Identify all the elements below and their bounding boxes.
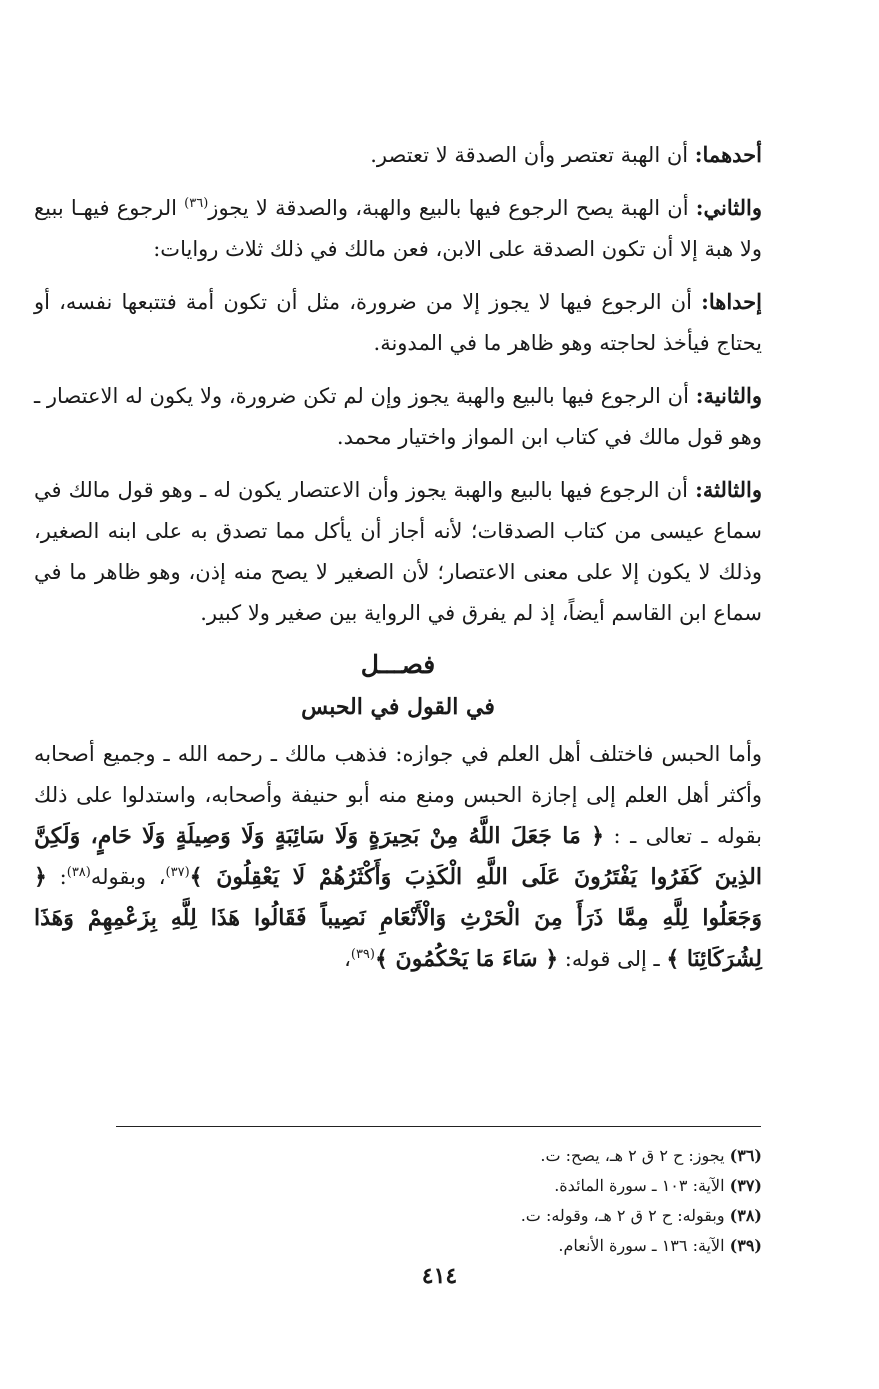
footnote-divider: [116, 1126, 761, 1127]
paragraph-second-opinion: [34, 187, 762, 270]
section-subtitle: في القول في الحبس: [301, 694, 495, 720]
section-title: فصـــل: [360, 650, 436, 679]
footnote-39: [112, 1231, 762, 1261]
footnote-text: يجوز: ح ٢ ق ٢ هـ، يصح: ت.: [540, 1146, 730, 1165]
footnote-ref-36[interactable]: (٣٦): [184, 196, 209, 211]
footnote-number: (٣٦): [729, 1146, 762, 1165]
paragraph-keyword: إحداها:: [701, 289, 762, 314]
paragraph-text: ـ إلى قوله:: [558, 947, 667, 971]
paragraph-first-opinion: [34, 134, 762, 176]
paragraph-text: أن الهبة يصح الرجوع فيها بالبيع والهبة، والصدقة لا يجوز: [208, 196, 696, 220]
footnote-text: الآية: ١٠٣ ـ سورة المائدة.: [554, 1176, 730, 1195]
paragraph-text: :: [46, 865, 67, 889]
footnotes: [112, 1141, 762, 1261]
footnote-ref-37[interactable]: (٣٧): [165, 865, 190, 880]
paragraph-text: أن الرجوع فيها بالبيع والهبة يجوز وأن الاعتصار يكون له ـ وهو قول مالك في سماع عيسى من كتاب الصدقات؛ لأنه أجاز أن يأكل مما تصدق به على ابنه الصغير، وذلك لا يكون إلا على معنى الاعتصار؛ لأن الصغير لا يصح منه إذن، وهو ظاهر ما في سماع ابن القاسم أيضاً، إذ لم يفرق في الرواية بين صغير ولا كبير.: [34, 478, 762, 625]
footnote-number: (٣٨): [729, 1206, 762, 1225]
page-number: ٤١٤: [421, 1263, 458, 1289]
paragraph-narration-one: [34, 281, 762, 364]
quran-verse: ﴿ سَاءَ مَا يَحْكُمُونَ ﴾: [375, 946, 559, 972]
quran-verse: ﴿ مَا جَعَلَ اللَّهُ مِنْ بَحِيرَةٍ وَلَا سَائِبَةٍ وَلَا وَصِيلَةٍ وَلَا حَامٍ، وَلَكِنَّ الذِينَ كَفَرُوا يَفْتَرُونَ عَلَى اللَّهِ الْكَذِبَ وَأَكْثَرُهُمْ لَا يَعْقِلُونَ ﴾: [34, 823, 762, 890]
paragraph-keyword: والثانية:: [695, 383, 762, 408]
page-body: [34, 134, 762, 991]
footnote-38: [112, 1201, 762, 1231]
footnote-text: وبقوله: ح ٢ ق ٢ هـ، وقوله: ت.: [520, 1206, 730, 1225]
footnote-ref-39[interactable]: (٣٩): [350, 947, 375, 962]
footnote-number: (٣٧): [729, 1176, 762, 1195]
paragraph-habs: [34, 734, 762, 980]
footnote-number: (٣٩): [729, 1236, 762, 1255]
footnote-37: [112, 1171, 762, 1201]
paragraph-text: ، وبقوله: [90, 865, 166, 889]
paragraph-text-continued: الرجوع فيهـا ببيع ولا هبة إلا أن تكون الصدقة على الابن، فعن مالك في ذلك ثلاث روايات:: [34, 196, 762, 261]
paragraph-narration-two: [34, 375, 762, 458]
footnote-36: [112, 1141, 762, 1171]
footnote-text: الآية: ١٣٦ ـ سورة الأنعام.: [558, 1236, 730, 1255]
paragraph-keyword: أحدهما:: [694, 142, 762, 167]
paragraph-text: ،: [344, 947, 351, 971]
paragraph-text: أن الهبة تعتصر وأن الصدقة لا تعتصر.: [370, 143, 695, 167]
paragraph-text: وأما الحبس فاختلف أهل العلم في جوازه: فذهب مالك ـ رحمه الله ـ وجميع أصحابه وأكثر أهل العلم إلى إجازة الحبس ومنع منه أبو حنيفة وأصحابه، واستدلوا على ذلك بقوله ـ تعالى ـ :: [34, 742, 762, 848]
paragraph-text: أن الرجوع فيها بالبيع والهبة يجوز وإن لم تكن ضرورة، ولا يكون له الاعتصار ـ وهو قول مالك في كتاب ابن المواز واختيار محمد.: [34, 384, 762, 449]
quran-verse: ﴿ وَجَعَلُوا لِلَّهِ مِمَّا ذَرَأَ مِنَ الْحَرْثِ وَالْأَنْعَامِ نَصِيباً فَقَالُوا هَذَا لِلَّهِ بِزَعْمِهِمْ وَهَذَا لِشُرَكَائِنَا ﴾: [34, 864, 762, 972]
paragraph-narration-three: [34, 469, 762, 634]
footnote-ref-38[interactable]: (٣٨): [66, 865, 91, 880]
paragraph-keyword: والثاني:: [695, 195, 762, 220]
paragraph-keyword: والثالثة:: [695, 477, 762, 502]
paragraph-text: أن الرجوع فيها لا يجوز إلا من ضرورة، مثل أن تكون أمة فتتبعها نفسه، أو يحتاج فيأخذ لحاجته وهو ظاهر ما في المدونة.: [34, 290, 762, 355]
